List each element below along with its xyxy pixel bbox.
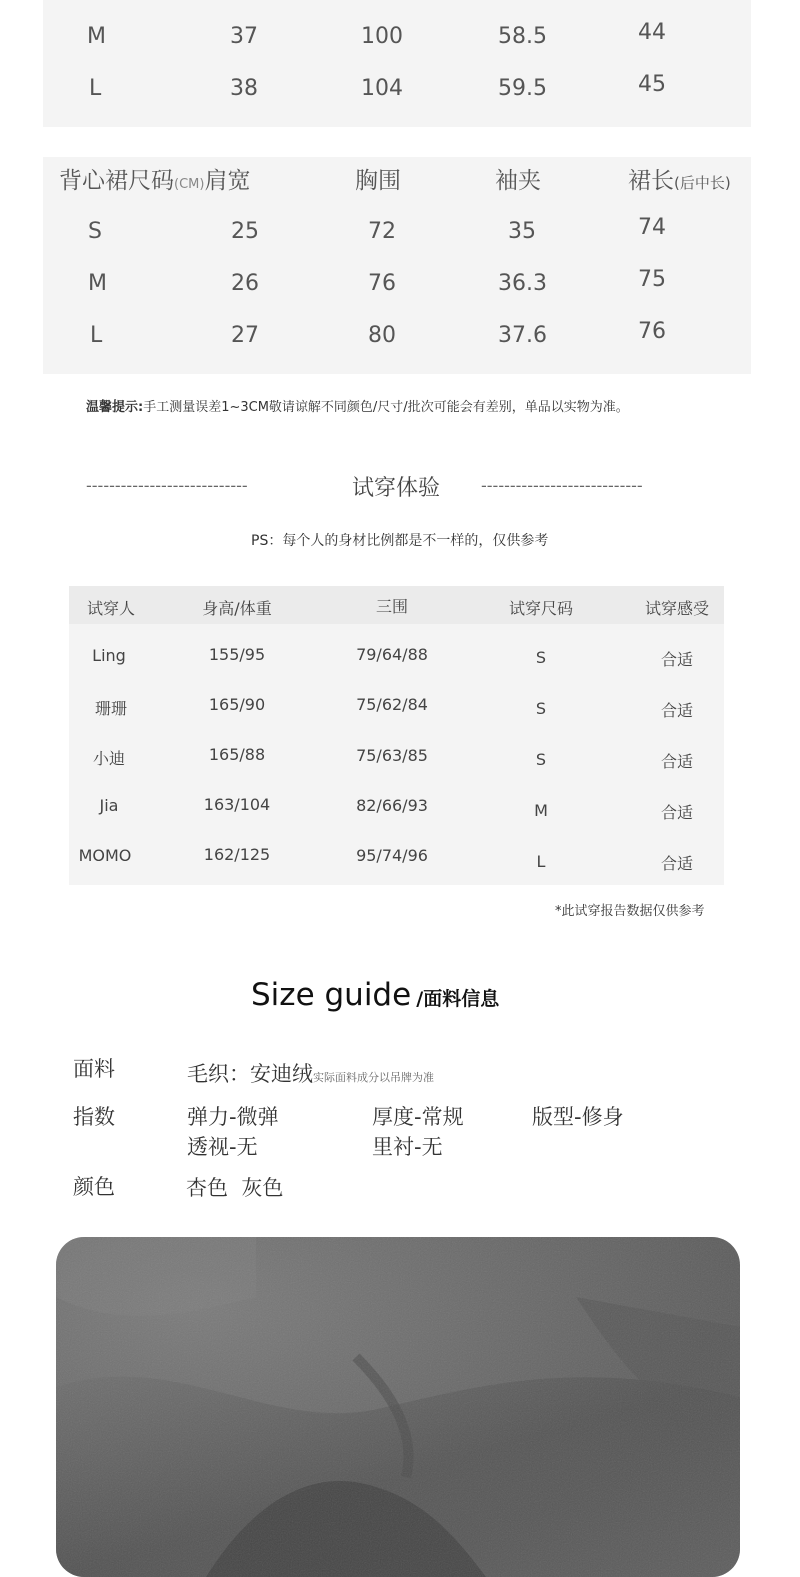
tryon-row1-person: Ling [92,646,126,665]
tryon-row2-hw: 165/90 [208,695,266,714]
vest-col-length [628,162,731,195]
tryon-header-feel: 试穿感受 [644,599,710,618]
table1-row-l-length: 45 [638,72,666,97]
vest-row-s-armhole: 35 [508,219,536,244]
table1-row-l-armhole: 59.5 [498,76,547,101]
tryon-header-person: 试穿人 [86,599,136,618]
color-values: 杏色 灰色 [186,1176,284,1200]
tip-label: 温馨提示: [86,400,144,415]
tryon-row1-hw: 155/95 [208,645,266,664]
tryon-row4-person: Jia [99,796,119,815]
tryon-row5-bwh: 95/74/96 [356,846,428,865]
vest-table-title [59,162,250,195]
tryon-table [69,586,724,885]
color-label: 颜色 [73,1175,115,1199]
fabric-note: 实际面料成分以吊牌为准 [313,1071,434,1084]
vest-row-m-armhole: 36.3 [498,271,547,296]
tryon-dashes-left: ---------------------------- [86,476,248,495]
vest-table-unit: (CM) [174,177,205,192]
index-thickness: 厚度-常规 [372,1105,464,1129]
tryon-dashes-right: ---------------------------- [481,476,643,495]
index-sheer: 透视-无 [187,1135,258,1159]
table1-row-m-bust: 100 [361,24,403,49]
vest-row-l-armhole: 37.6 [498,323,547,348]
tryon-row5-size: L [536,852,546,871]
tryon-row4-size: M [534,801,548,820]
fabric-value-wrap [187,1058,434,1088]
vest-row-l-size: L [90,323,103,348]
fabric-label: 面料 [73,1057,115,1081]
tryon-row2-bwh: 75/62/84 [356,695,428,714]
vest-row-s-bust: 72 [368,219,396,244]
tryon-row3-feel: 合适 [660,752,694,771]
size-guide-heading [251,977,499,1013]
index-fit: 版型-修身 [532,1105,624,1129]
size-table-1 [43,0,751,127]
vest-size-table [43,157,751,374]
index-label: 指数 [73,1105,115,1129]
table1-row-m-armhole: 58.5 [498,24,547,49]
tryon-row3-person: 小迪 [92,749,126,768]
table1-row-m-shoulder: 37 [230,24,258,49]
vest-col-length-text: 裙长 [628,168,674,194]
size-guide-subtitle: /面料信息 [416,988,500,1010]
vest-table-title-text: 背心裙尺码 [59,168,174,194]
vest-row-m-length: 75 [638,267,666,292]
vest-row-m-size: M [88,271,107,296]
index-lining: 里衬-无 [372,1135,443,1159]
vest-row-s-shoulder: 25 [231,219,259,244]
vest-row-s-length: 74 [638,215,666,240]
tryon-row5-feel: 合适 [660,854,694,873]
vest-row-s-size: S [88,219,102,244]
tip-text: 手工测量误差1~3CM敬请谅解不同颜色/尺寸/批次可能会有差别，单品以实物为准。 [143,400,629,415]
tryon-header-height-weight: 身高/体重 [202,599,272,618]
tryon-row2-size: S [535,699,547,718]
tryon-row1-size: S [535,648,547,667]
table1-row-m-length: 44 [638,20,666,45]
tryon-row2-person: 珊珊 [94,699,128,718]
fabric-texture-graphic [56,1237,740,1577]
vest-row-m-shoulder: 26 [231,271,259,296]
tryon-header-size: 试穿尺码 [508,599,574,618]
vest-col-bust: 胸围 [355,168,401,194]
vest-row-l-length: 76 [638,319,666,344]
tryon-title: 试穿体验 [352,476,441,501]
tryon-row3-size: S [535,750,547,769]
tryon-row5-hw: 162/125 [203,845,271,864]
tryon-row4-feel: 合适 [660,803,694,822]
tryon-row2-feel: 合适 [660,701,694,720]
measurement-tip [86,396,629,415]
tryon-row3-hw: 165/88 [208,745,266,764]
table1-row-l-shoulder: 38 [230,76,258,101]
vest-row-l-shoulder: 27 [231,323,259,348]
vest-col-length-note: (后中长) [674,174,731,192]
vest-row-m-bust: 76 [368,271,396,296]
index-elasticity: 弹力-微弹 [187,1105,279,1129]
size-guide-title: Size guide [251,977,412,1013]
tryon-row4-hw: 163/104 [203,795,271,814]
table1-row-m-size: M [87,24,106,49]
vest-col-armhole: 袖夹 [495,168,541,194]
fabric-closeup-image [56,1237,740,1577]
tryon-ps-note: PS：每个人的身材比例都是不一样的，仅供参考 [251,533,549,549]
tryon-table-header [69,586,724,624]
vest-row-l-bust: 80 [368,323,396,348]
vest-col-shoulder: 肩宽 [204,168,251,194]
tryon-row4-bwh: 82/66/93 [356,796,428,815]
tryon-row5-person: MOMO [78,846,132,865]
fabric-value: 毛织：安迪绒 [187,1062,313,1086]
tryon-row1-bwh: 79/64/88 [356,645,428,664]
tryon-header-measurements: 三围 [375,597,409,616]
table1-row-l-size: L [89,76,102,101]
tryon-footnote: *此试穿报告数据仅供参考 [555,904,705,919]
tryon-row3-bwh: 75/63/85 [356,746,428,765]
table1-row-l-bust: 104 [361,76,403,101]
tryon-row1-feel: 合适 [660,650,694,669]
